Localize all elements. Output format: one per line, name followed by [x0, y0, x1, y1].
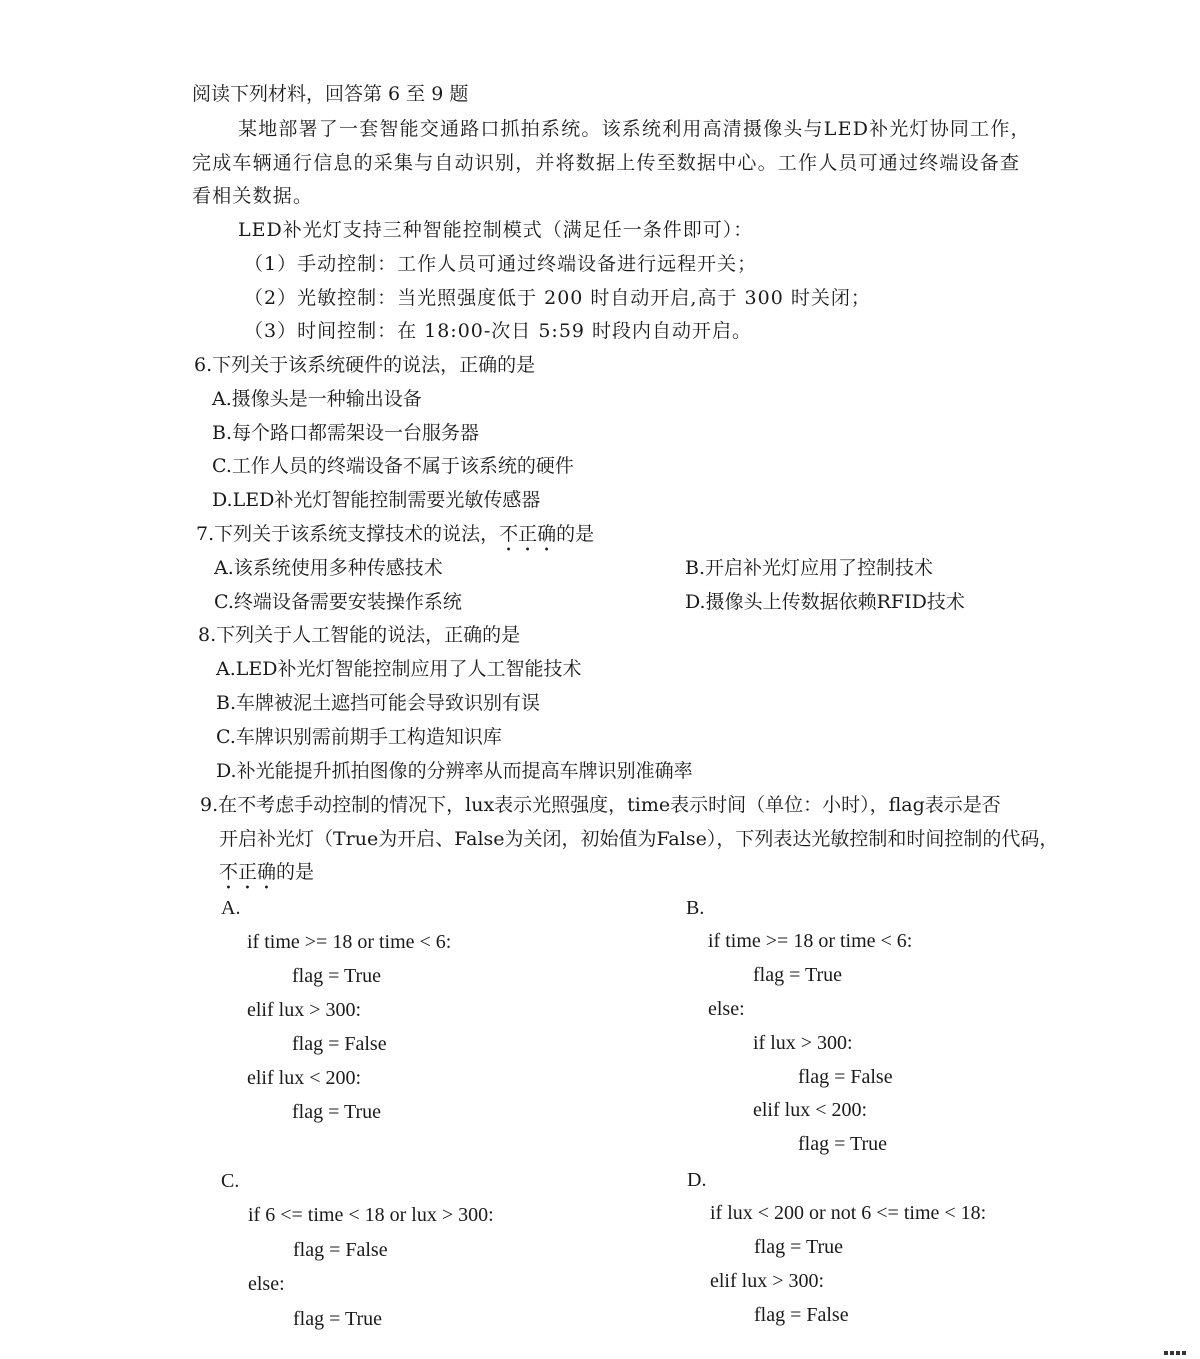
material-paragraph-line: 完成车辆通行信息的采集与自动识别，并将数据上传至数据中心。工作人员可通过终端设备查 — [192, 152, 1021, 174]
code-line: elif lux < 200: — [247, 1067, 362, 1089]
material-heading: 阅读下列材料，回答第 6 至 9 题 — [192, 83, 469, 105]
code-line: else: — [708, 998, 745, 1020]
question-9-stem-line: 开启补光灯（True为开启、False为关闭，初始值为False），下列表达光敏控制和时间控制的代码， — [219, 828, 1059, 850]
question-7-emphasis: 不正确 — [499, 523, 557, 545]
control-mode-item: （1）手动控制：工作人员可通过终端设备进行远程开关； — [244, 253, 758, 275]
question-7-option-d: D.摄像头上传数据依赖RFID技术 — [685, 591, 965, 613]
code-line: flag = True — [754, 1236, 844, 1258]
question-8-option-b: B.车牌被泥土遮挡可能会导致识别有误 — [216, 692, 541, 714]
question-7-option-c: C.终端设备需要安装操作系统 — [214, 591, 462, 613]
question-9-stem-line — [219, 859, 314, 894]
code-line: flag = True — [293, 1308, 383, 1330]
question-7-option-a: A.该系统使用多种传感技术 — [214, 557, 443, 579]
code-line: else: — [248, 1273, 285, 1295]
code-line: flag = False — [798, 1066, 893, 1088]
question-7-stem-text: 7.下列关于该系统支撑技术的说法， — [196, 523, 500, 545]
control-mode-item: （2）光敏控制：当光照强度低于 200 时自动开启,高于 300 时关闭； — [244, 287, 871, 309]
code-line: elif lux > 300: — [710, 1270, 825, 1292]
question-9-stem-suffix: 的是 — [276, 861, 315, 883]
code-line: flag = False — [754, 1304, 849, 1326]
code-line: flag = True — [753, 964, 843, 986]
code-line: flag = False — [292, 1033, 387, 1055]
question-6-option-a: A.摄像头是一种输出设备 — [212, 388, 422, 410]
question-6-option-d: D.LED补光灯智能控制需要光敏传感器 — [212, 489, 541, 511]
code-line: flag = True — [292, 965, 382, 987]
question-7-option-b: B.开启补光灯应用了控制技术 — [685, 557, 934, 579]
material-paragraph-line: 看相关数据。 — [192, 185, 314, 207]
question-9-stem-line: 9.在不考虑手动控制的情况下，lux表示光照强度，time表示时间（单位：小时），flag表示是否 — [200, 794, 1001, 816]
question-9-emphasis: 不正确 — [219, 861, 277, 883]
question-6-stem: 6.下列关于该系统硬件的说法，正确的是 — [194, 354, 536, 376]
code-line: flag = True — [798, 1133, 888, 1155]
question-9-option-a-label: A. — [221, 897, 241, 919]
code-line: if lux > 300: — [753, 1032, 853, 1054]
question-6-option-b: B.每个路口都需架设一台服务器 — [212, 422, 480, 444]
material-paragraph-line: 某地部署了一套智能交通路口抓拍系统。该系统利用高清摄像头与LED补光灯协同工作， — [238, 118, 1031, 140]
code-line: elif lux < 200: — [753, 1099, 868, 1121]
question-8-option-d: D.补光能提升抓拍图像的分辨率从而提高车牌识别准确率 — [216, 760, 693, 782]
scan-watermark-icon — [1164, 1340, 1194, 1350]
code-line: if time >= 18 or time < 6: — [708, 930, 913, 952]
question-6-option-c: C.工作人员的终端设备不属于该系统的硬件 — [212, 455, 574, 477]
question-8-stem: 8.下列关于人工智能的说法，正确的是 — [198, 624, 521, 646]
question-8-option-c: C.车牌识别需前期手工构造知识库 — [216, 726, 502, 748]
code-line: elif lux > 300: — [247, 999, 362, 1021]
question-7-stem-suffix: 的是 — [556, 523, 595, 545]
code-line: flag = True — [292, 1101, 382, 1123]
code-line: flag = False — [293, 1239, 388, 1261]
control-modes-intro: LED补光灯支持三种智能控制模式（满足任一条件即可）： — [238, 219, 754, 241]
question-9-option-c-label: C. — [221, 1170, 240, 1192]
code-line: if time >= 18 or time < 6: — [247, 931, 452, 953]
control-mode-item: （3）时间控制：在 18:00-次日 5:59 时段内自动开启。 — [244, 320, 753, 342]
question-9-option-d-label: D. — [687, 1169, 707, 1191]
question-9-option-b-label: B. — [686, 897, 705, 919]
question-7-stem — [196, 521, 594, 556]
code-line: if lux < 200 or not 6 <= time < 18: — [710, 1202, 987, 1224]
code-line: if 6 <= time < 18 or lux > 300: — [248, 1204, 494, 1226]
question-8-option-a: A.LED补光灯智能控制应用了人工智能技术 — [216, 658, 582, 680]
